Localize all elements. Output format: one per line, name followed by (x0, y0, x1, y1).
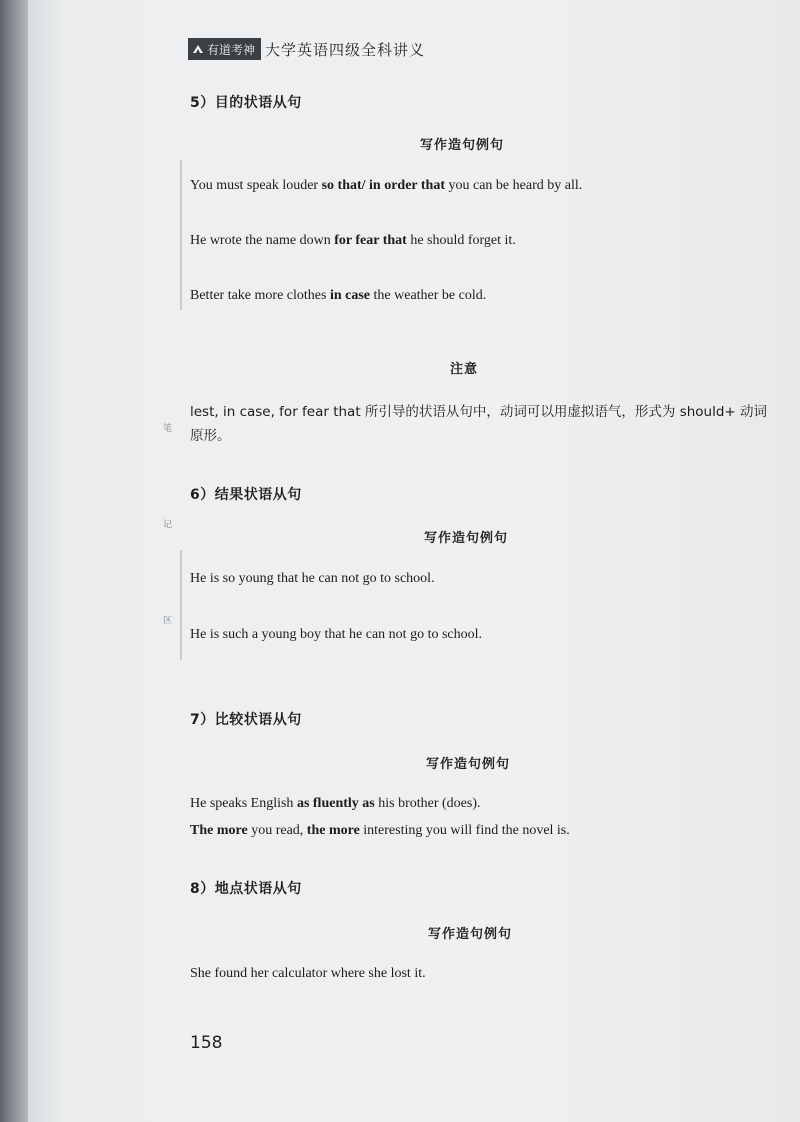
example-sentence (190, 627, 482, 643)
section-heading-purpose: 5）目的状语从句 (190, 95, 302, 111)
sentence-text: He is so young that he can not go to school. (190, 571, 435, 586)
sentence-text: you read, (247, 823, 307, 838)
sentence-text: She found her calculator where she lost it. (190, 966, 426, 981)
margin-mark-1: 笔 (163, 424, 173, 434)
bold-phrase: in case (329, 288, 371, 303)
bold-phrase: the more (306, 823, 360, 838)
brand-badge (188, 38, 261, 60)
sentence-text: his brother (does). (374, 796, 481, 811)
example-box-title: 写作造句例句 (424, 531, 509, 546)
box-bar (180, 160, 182, 310)
brand-name: 有道考神 (207, 42, 256, 57)
sentence-text: the weather be cold. (370, 288, 487, 303)
example-sentence (190, 796, 481, 812)
sentence-text: He is such a young boy that he can not go to school. (190, 627, 483, 642)
sentence-text: he should forget it. (406, 233, 516, 248)
section-heading-result: 6）结果状语从句 (190, 487, 302, 503)
margin-mark-3: 区 (163, 616, 173, 626)
example-sentence (190, 233, 516, 249)
running-header (188, 38, 425, 60)
example-box-title: 写作造句例句 (426, 757, 511, 772)
sentence-text: interesting you will find the novel is. (359, 823, 570, 838)
example-box-title: 写作造句例句 (420, 138, 505, 153)
note-title: 注意 (450, 362, 479, 377)
sentence-text: He wrote the name down (190, 233, 335, 248)
book-binding-shadow (0, 0, 28, 1122)
example-sentence (190, 178, 582, 194)
example-box-title: 写作造句例句 (428, 927, 513, 942)
sentence-text: Better take more clothes (190, 288, 330, 303)
note-text: lest, in case, for fear that 所引导的状语从句中，动词可以用虚拟语气，形式为 should+ 动词原形。 (190, 404, 768, 444)
book-page (28, 0, 800, 1122)
sentence-text: He speaks English (190, 796, 297, 811)
example-sentence (190, 823, 570, 839)
sentence-text: you can be heard by all. (445, 178, 583, 193)
bold-phrase: so that/ in order that (321, 178, 445, 193)
box-bar (180, 550, 182, 660)
brand-logo-icon (192, 43, 204, 55)
section-heading-comparison: 7）比较状语从句 (190, 712, 302, 728)
bold-phrase: as fluently as (296, 796, 375, 811)
bold-phrase: for fear that (334, 233, 407, 248)
sentence-text: You must speak louder (190, 178, 322, 193)
bold-phrase: The more (190, 823, 248, 838)
margin-mark-2: 记 (163, 520, 173, 530)
page-number: 158 (190, 1033, 223, 1053)
example-sentence (190, 288, 486, 304)
example-sentence (190, 571, 435, 587)
section-heading-place: 8）地点状语从句 (190, 881, 302, 897)
book-title: 大学英语四级全科讲义 (265, 40, 426, 59)
example-sentence (190, 966, 426, 982)
